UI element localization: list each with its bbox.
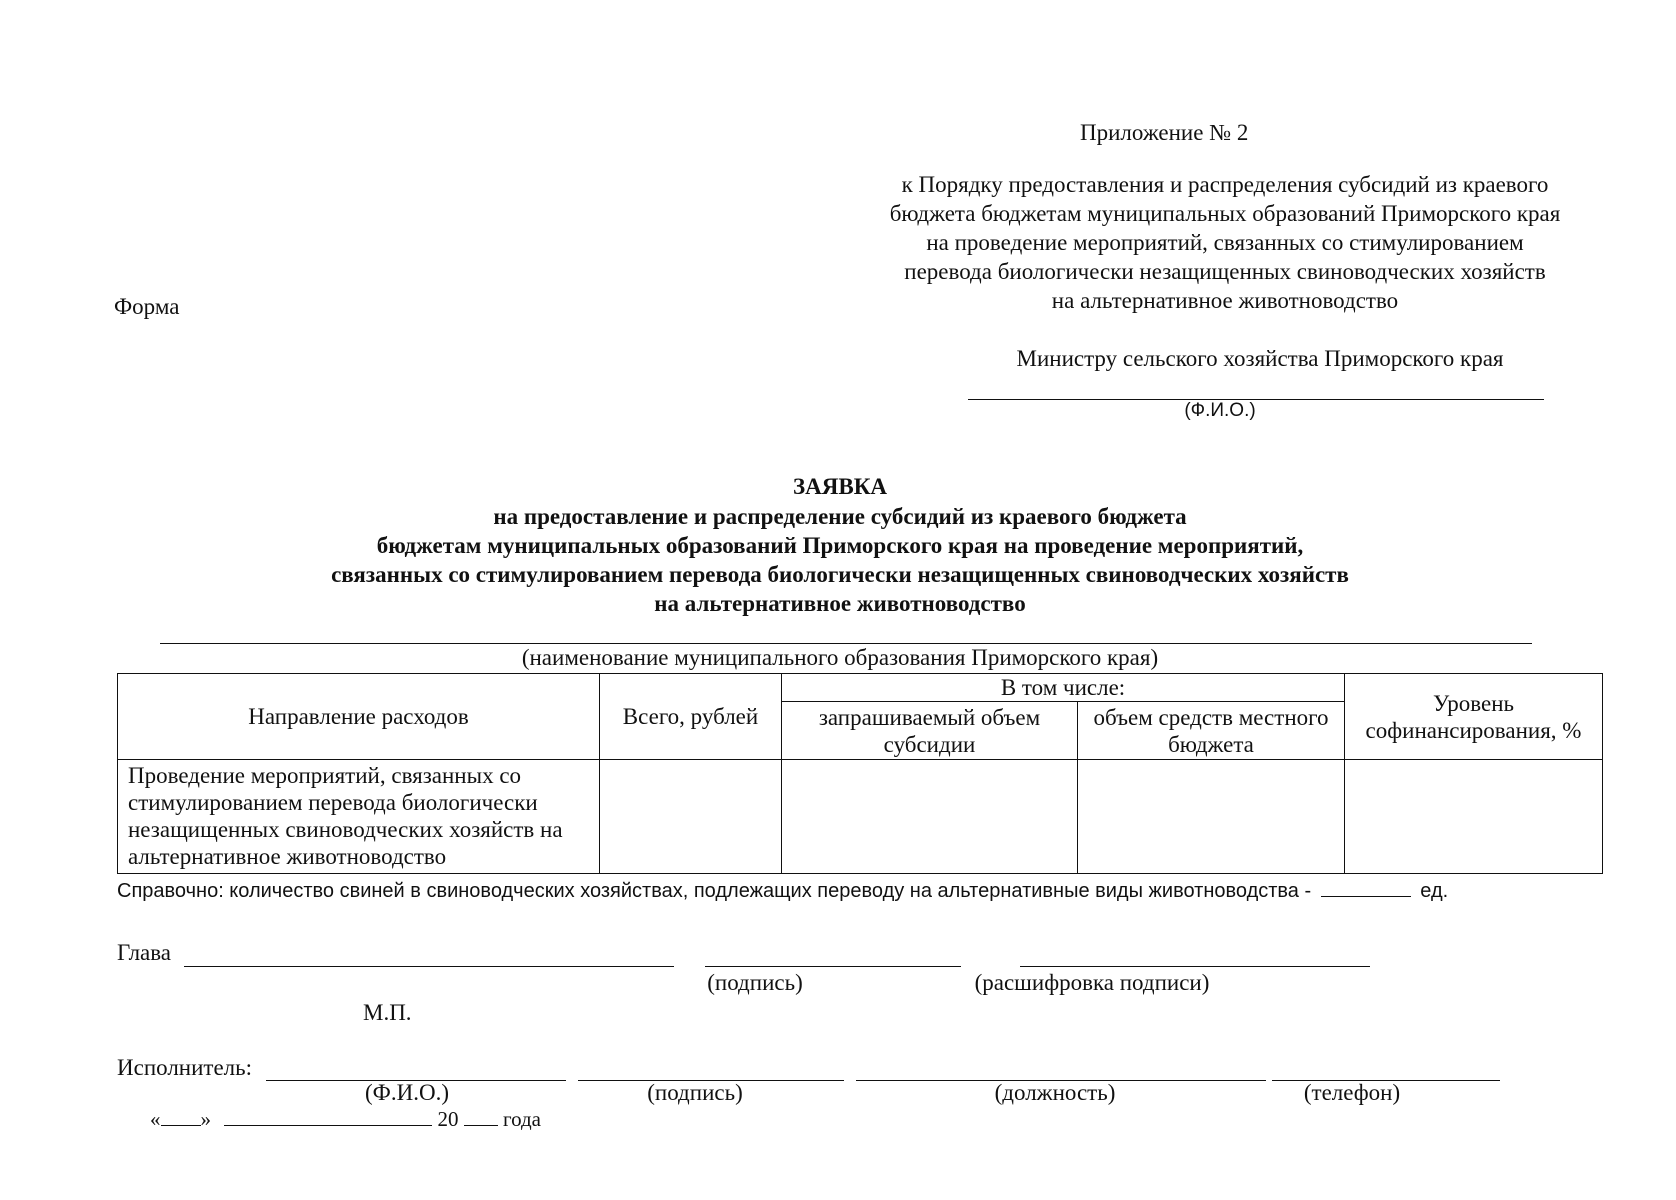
cell-requested-subsidy[interactable] [782, 760, 1078, 874]
appendix-ref-line: к Порядку предоставления и распределения субсидий из краевого [901, 172, 1549, 197]
head-signature-line[interactable] [705, 966, 961, 967]
document-title: ЗАЯВКА [793, 474, 887, 499]
appendix-reference [860, 170, 1590, 315]
header-direction: Направление расходов [118, 674, 600, 760]
head-decoding-caption: (расшифровка подписи) [974, 970, 1210, 995]
date-open-quote: « [150, 1107, 161, 1131]
appendix-ref-line: на проведение мероприятий, связанных со стимулированием [926, 230, 1524, 255]
reference-text: Справочно: количество свиней в свиноводческих хозяйствах, подлежащих переводу на альтернативные виды животноводства - [117, 880, 1312, 902]
cell-cofinancing-level[interactable] [1345, 760, 1603, 874]
reference-unit: ед. [1420, 880, 1449, 902]
appendix-title: Приложение № 2 [1080, 120, 1249, 145]
addressee: Министру сельского хозяйства Приморского края [1016, 346, 1504, 371]
date-century: 20 [437, 1107, 459, 1131]
addressee-fio-caption: (Ф.И.О.) [1184, 400, 1256, 421]
subtitle-line: на альтернативное животноводство [654, 591, 1026, 616]
header-total: Всего, рублей [600, 674, 782, 760]
appendix-ref-line: перевода биологически незащищенных свиноводческих хозяйств [904, 259, 1546, 284]
executor-label: Исполнитель: [117, 1055, 253, 1080]
head-signature-caption: (подпись) [707, 970, 803, 995]
cell-local-budget[interactable] [1078, 760, 1345, 874]
subtitle-line: связанных со стимулированием перевода биологически незащищенных свиноводческих хозяйств [331, 562, 1349, 587]
executor-signature-caption: (подпись) [647, 1080, 743, 1105]
header-cofinancing-level: Уровень софинансирования, % [1345, 674, 1603, 760]
date-line [150, 1107, 541, 1132]
header-local-budget: объем средств местного бюджета [1078, 702, 1345, 760]
head-decoding-line[interactable] [1020, 966, 1370, 967]
cell-direction: Проведение мероприятий, связанных со стимулированием перевода биологически незащищенных свиноводческих хозяйств на альтернативное животноводство [118, 760, 600, 874]
municipality-name-line[interactable] [160, 643, 1532, 644]
expenses-table [117, 673, 1603, 874]
date-day-blank[interactable] [161, 1107, 201, 1126]
cell-total[interactable] [600, 760, 782, 874]
appendix-ref-line: бюджета бюджетам муниципальных образований Приморского края [889, 201, 1561, 226]
document-subtitle [100, 502, 1580, 618]
subtitle-line: бюджетам муниципальных образований Приморского края на проведение мероприятий, [376, 533, 1304, 558]
seal-placeholder: М.П. [363, 1000, 412, 1025]
appendix-ref-line: на альтернативное животноводство [1051, 288, 1399, 313]
date-year-word: года [503, 1107, 541, 1131]
head-label: Глава [117, 940, 172, 965]
table-row [118, 760, 1603, 874]
executor-fio-caption: (Ф.И.О.) [365, 1080, 449, 1105]
subtitle-line: на предоставление и распределение субсидий из краевого бюджета [493, 504, 1187, 529]
pig-count-blank[interactable] [1321, 878, 1411, 897]
header-requested-subsidy: запрашиваемый объем субсидии [782, 702, 1078, 760]
date-year-blank[interactable] [464, 1107, 498, 1126]
date-month-blank[interactable] [224, 1107, 432, 1126]
municipality-caption: (наименование муниципального образования Приморского края) [521, 645, 1159, 670]
date-close-quote: » [200, 1107, 211, 1131]
reference-note [117, 878, 1557, 903]
executor-phone-caption: (телефон) [1303, 1080, 1401, 1105]
form-label: Форма [114, 294, 180, 319]
head-name-line[interactable] [184, 966, 674, 967]
executor-position-caption: (должность) [994, 1080, 1116, 1105]
header-including: В том числе: [782, 674, 1345, 702]
